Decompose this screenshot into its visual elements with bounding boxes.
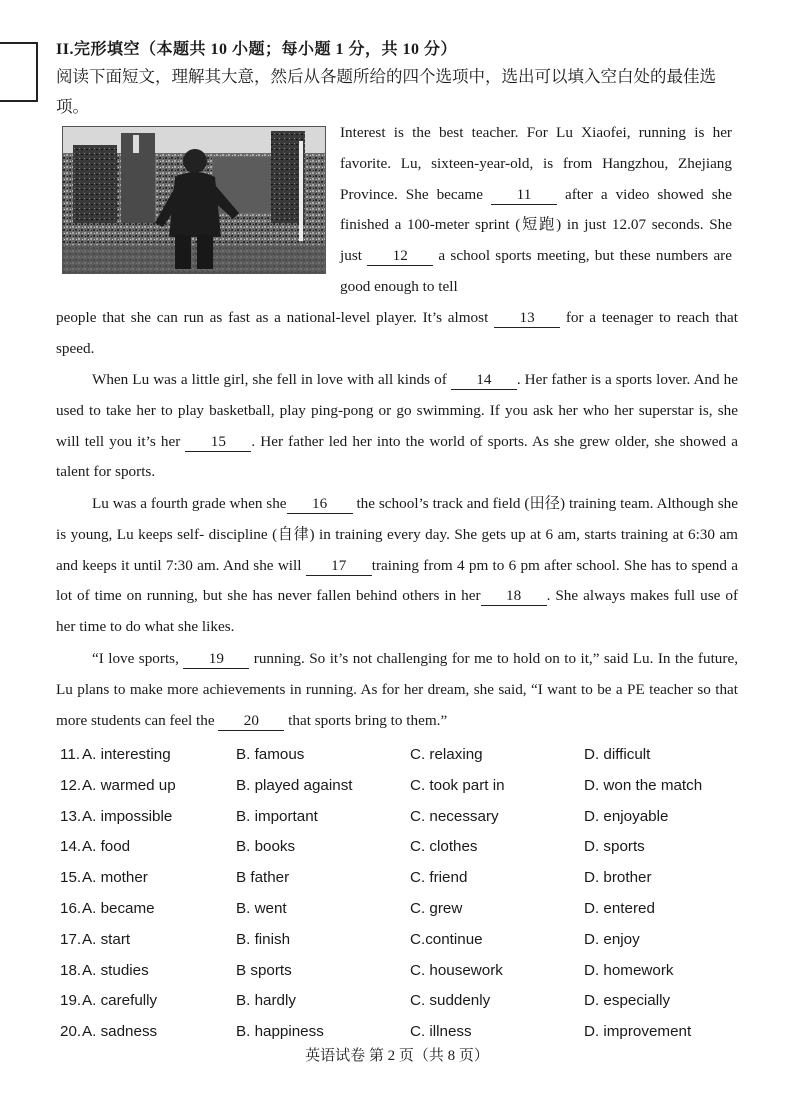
passage-paragraph-3 <box>56 489 738 643</box>
option-d: D. entered <box>584 899 655 917</box>
p4-text-3: that sports bring to them.” <box>284 711 448 729</box>
p2-text-1: When Lu was a little girl, she fell in love with all kinds of <box>92 371 451 388</box>
p1-text-3: a school sports meeting, but these numbers are good enough to tell <box>340 247 732 295</box>
option-a: A. start <box>82 930 131 948</box>
option-a: A. interesting <box>82 746 171 763</box>
blank-20: 20 <box>218 712 284 731</box>
option-c: C. suddenly <box>410 992 491 1010</box>
question-number: 15. <box>60 869 82 887</box>
option-d: D. difficult <box>584 746 651 763</box>
option-b: B. happiness <box>236 1023 324 1041</box>
option-b: B. books <box>236 838 296 856</box>
page-footer: 英语试卷 第 2 页（共 8 页） <box>305 1048 489 1064</box>
p3-text-2: the school’s track and field (田径) training team. Although she is young, Lu keeps self- discipline (自律) in training every day. She gets up at 6 am, starts training at 6:30 am and keeps it until 7:30 am. And she will <box>56 495 738 574</box>
passage-paragraph-2 <box>56 365 738 488</box>
option-b: B. hardly <box>236 992 296 1010</box>
photo-illustration <box>63 127 325 273</box>
p2-text-2: . Her father is a sports lover. And he used to take her to play basketball, play ping-pong or go swimming. If you ask her who her superstar is, she will tell you it’s her <box>56 371 738 450</box>
option-c: C. relaxing <box>410 746 483 763</box>
answer-options <box>60 740 750 1048</box>
question-number: 19. <box>60 992 82 1010</box>
option-b: B sports <box>236 961 292 979</box>
question-number: 13. <box>60 807 82 825</box>
option-a: A. became <box>82 899 155 917</box>
option-a: A. sadness <box>82 1023 158 1041</box>
option-b: B. famous <box>236 746 305 763</box>
option-a: A. impossible <box>82 807 173 825</box>
blank-15: 15 <box>185 433 251 452</box>
option-c: C. friend <box>410 869 468 887</box>
question-row <box>60 771 750 802</box>
option-c: C. clothes <box>410 838 478 856</box>
passage-paragraph-4 <box>56 644 738 736</box>
option-d: D. brother <box>584 869 652 887</box>
question-row <box>60 925 750 956</box>
option-b: B father <box>236 869 290 887</box>
option-b: B. finish <box>236 930 291 948</box>
question-number: 16. <box>60 899 82 917</box>
question-row <box>60 740 750 771</box>
option-d: D. enjoy <box>584 930 640 948</box>
question-number: 12. <box>60 776 82 794</box>
corner-score-box <box>0 42 38 102</box>
p1-text-4: people that she can run as fast as a national-level player. It’s almost <box>56 309 495 326</box>
section-title: II.完形填空（本题共 10 小题；每小题 1 分，共 10 分） <box>56 41 457 58</box>
p1-text-5: for a teenager to reach that speed. <box>56 309 738 357</box>
question-number: 14. <box>60 838 82 856</box>
option-a: A. food <box>82 838 131 856</box>
question-row <box>60 802 750 833</box>
blank-16: 16 <box>287 495 353 514</box>
option-c: C. necessary <box>410 807 499 825</box>
p3-text-3: training from 4 pm to 6 pm after school. She has to spend a lot of time on running, but she has never fallen behind others in her <box>56 556 738 605</box>
question-row <box>60 832 750 863</box>
p4-text-2: running. So it’s not challenging for me to hold on to it,” said Lu. In the future, Lu plans to make more achievements in running. As for her dream, she said, “I want to be a PE teacher so that more students can feel the <box>56 650 738 729</box>
option-d: D. homework <box>584 961 674 979</box>
option-d: D. especially <box>584 992 671 1010</box>
option-c: C. illness <box>410 1023 472 1041</box>
option-d: D. won the match <box>584 776 703 794</box>
p1-text-1: Interest is the best teacher. For Lu Xiaofei, running is her favorite. Lu, sixteen-year-old, is from Hangzhou, Zhejiang Province. She became <box>340 124 732 203</box>
option-a: A. mother <box>82 869 148 887</box>
question-number: 20. <box>60 1023 82 1041</box>
option-b: B. went <box>236 899 287 917</box>
question-row <box>60 956 750 987</box>
blank-12: 12 <box>367 247 433 266</box>
option-b: B. important <box>236 807 318 825</box>
p4-text-1: “I love sports, <box>92 650 184 667</box>
question-number: 18. <box>60 961 82 979</box>
option-c: C. housework <box>410 961 503 979</box>
p2-text-3: . Her father led her into the world of sports. As she grew older, she showed a talent for sports. <box>56 432 738 481</box>
section-instruction: 阅读下面短文，理解其大意，然后从各题所给的四个选项中，选出可以填入空白处的最佳选项。 <box>56 67 716 116</box>
option-b: B. played against <box>236 776 353 794</box>
blank-18: 18 <box>481 587 547 606</box>
question-row <box>60 894 750 925</box>
option-a: A. warmed up <box>82 776 176 794</box>
option-d: D. enjoyable <box>584 807 669 825</box>
question-row <box>60 986 750 1017</box>
blank-19: 19 <box>183 650 249 669</box>
option-d: D. sports <box>584 838 645 856</box>
option-d: D. improvement <box>584 1023 692 1041</box>
blank-14: 14 <box>451 371 517 390</box>
p1-text-2: after a video showed she finished a 100-meter sprint (短跑) in just 12.07 seconds. She just <box>340 185 732 265</box>
question-number: 11. <box>60 746 80 763</box>
question-row <box>60 863 750 894</box>
option-c: C. grew <box>410 899 463 917</box>
blank-11: 11 <box>491 186 557 205</box>
blank-17: 17 <box>306 557 372 576</box>
option-a: A. studies <box>82 961 149 979</box>
passage-paragraph-1-bottom <box>56 303 738 365</box>
question-number: 17. <box>60 930 82 948</box>
option-c: C. took part in <box>410 776 505 794</box>
p3-text-1: Lu was a fourth grade when she <box>92 495 287 512</box>
article-photo <box>62 126 326 274</box>
blank-13: 13 <box>494 309 560 328</box>
p3-text-4: . She always makes full use of her time to do what she likes. <box>56 587 739 636</box>
option-a: A. carefully <box>82 992 158 1010</box>
option-c: C.continue <box>410 930 483 948</box>
passage-paragraph-1-top <box>340 118 732 303</box>
